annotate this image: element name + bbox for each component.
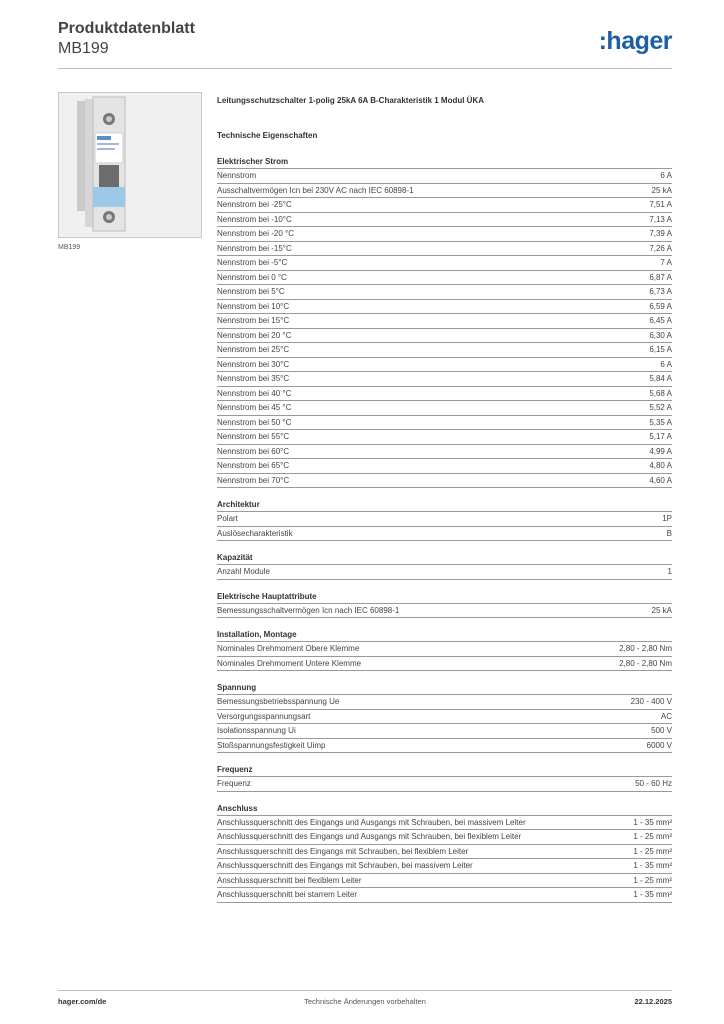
spec-label: Anschlussquerschnitt bei starrem Leiter (217, 890, 358, 900)
spec-label: Polart (217, 514, 238, 524)
spec-value: 4,60 A (649, 475, 672, 485)
page-footer (58, 997, 672, 1009)
section-title: Kapazität (217, 552, 672, 565)
spec-row (217, 816, 672, 831)
spec-label: Bemessungsbetriebsspannung Ue (217, 697, 340, 707)
spec-value: 4,80 A (649, 461, 672, 471)
spec-row (217, 459, 672, 474)
spec-row (217, 314, 672, 329)
document-title: Produktdatenblatt (58, 20, 195, 37)
spec-label: Nennstrom bei -20 °C (217, 229, 295, 239)
spec-label: Nennstrom bei 60°C (217, 446, 290, 456)
spec-section (217, 682, 672, 753)
spec-value: 7,51 A (649, 200, 672, 210)
footer-disclaimer: Technische Änderungen vorbehalten (304, 997, 426, 1006)
spec-row (217, 845, 672, 860)
spec-label: Anzahl Module (217, 567, 270, 577)
spec-value: 50 - 60 Hz (635, 779, 672, 789)
spec-row (217, 329, 672, 344)
spec-value: 6 A (660, 359, 672, 369)
spec-value: 7,39 A (649, 229, 672, 239)
spec-label: Nennstrom bei 45 °C (217, 403, 292, 413)
page-header (58, 20, 672, 69)
spec-label: Nennstrom bei 20 °C (217, 330, 292, 340)
spec-section (217, 803, 672, 903)
spec-row (217, 445, 672, 460)
spec-label: Nennstrom bei -15°C (217, 243, 292, 253)
spec-label: Auslösecharakteristik (217, 528, 293, 538)
product-name: Leitungsschutzschalter 1-polig 25kA 6A B-Charakteristik 1 Modul ÜKA (217, 96, 485, 105)
spec-row (217, 184, 672, 199)
spec-row (217, 401, 672, 416)
spec-row (217, 300, 672, 315)
spec-row (217, 739, 672, 754)
spec-label: Nennstrom bei 0 °C (217, 272, 287, 282)
spec-row (217, 169, 672, 184)
spec-label: Nennstrom bei 5°C (217, 287, 285, 297)
spec-label: Nennstrom bei -10°C (217, 214, 292, 224)
spec-row (217, 430, 672, 445)
spec-value: 1 (667, 567, 672, 577)
section-title: Spannung (217, 682, 672, 695)
spec-row (217, 358, 672, 373)
spec-row (217, 227, 672, 242)
spec-row (217, 387, 672, 402)
hager-logo: :hager (598, 27, 672, 55)
spec-row (217, 256, 672, 271)
spec-row (217, 474, 672, 489)
spec-value: 5,68 A (649, 388, 672, 398)
spec-row (217, 565, 672, 580)
spec-value: 1 - 25 mm² (633, 832, 672, 842)
spec-value: 500 V (651, 726, 672, 736)
spec-value: 25 kA (651, 185, 672, 195)
spec-label: Anschlussquerschnitt des Eingangs und Ausgangs mit Schrauben, bei massivem Leiter (217, 817, 526, 827)
spec-row (217, 416, 672, 431)
spec-label: Nennstrom bei -5°C (217, 258, 288, 268)
spec-row (217, 198, 672, 213)
spec-label: Nennstrom bei 35°C (217, 374, 290, 384)
spec-section (217, 629, 672, 671)
spec-row (217, 604, 672, 619)
spec-value: 5,52 A (649, 403, 672, 413)
spec-label: Nominales Drehmoment Untere Klemme (217, 658, 362, 668)
spec-label: Bemessungsschaltvermögen Icn nach IEC 60898-1 (217, 605, 400, 615)
spec-label: Nennstrom (217, 171, 257, 181)
spec-value: 1P (662, 514, 672, 524)
spec-value: 6000 V (646, 740, 672, 750)
circuit-breaker-illustration (59, 93, 201, 237)
spec-value: 230 - 400 V (630, 697, 672, 707)
spec-content (217, 96, 672, 903)
spec-row (217, 285, 672, 300)
spec-value: 1 - 35 mm² (633, 861, 672, 871)
spec-label: Nominales Drehmoment Obere Klemme (217, 644, 360, 654)
spec-row (217, 213, 672, 228)
spec-row (217, 527, 672, 542)
spec-row (217, 271, 672, 286)
spec-value: 5,17 A (649, 432, 672, 442)
spec-value: 1 - 25 mm² (633, 875, 672, 885)
spec-row (217, 642, 672, 657)
spec-label: Anschlussquerschnitt des Eingangs und Ausgangs mit Schrauben, bei flexiblem Leiter (217, 832, 522, 842)
image-caption: MB199 (58, 244, 81, 251)
spec-row (217, 242, 672, 257)
spec-label: Nennstrom bei -25°C (217, 200, 292, 210)
spec-row (217, 874, 672, 889)
spec-label: Frequenz (217, 779, 251, 789)
spec-label: Nennstrom bei 10°C (217, 301, 290, 311)
spec-row (217, 777, 672, 792)
spec-value: 5,35 A (649, 417, 672, 427)
spec-row (217, 657, 672, 672)
footer-website-link[interactable]: hager.com/de (58, 997, 107, 1006)
spec-section (217, 499, 672, 541)
footer-date: 22.12.2025 (634, 997, 672, 1006)
spec-value: 2,80 - 2,80 Nm (619, 658, 672, 668)
section-title: Elektrischer Strom (217, 156, 672, 169)
header-divider (58, 68, 672, 69)
spec-row (217, 830, 672, 845)
spec-label: Anschlussquerschnitt bei flexiblem Leiter (217, 875, 362, 885)
spec-section (217, 156, 672, 488)
spec-value: 7,13 A (649, 214, 672, 224)
spec-row (217, 372, 672, 387)
spec-label: Anschlussquerschnitt des Eingangs mit Schrauben, bei flexiblem Leiter (217, 846, 469, 856)
spec-value: 7,26 A (649, 243, 672, 253)
spec-value: 1 - 35 mm² (633, 817, 672, 827)
spec-row (217, 888, 672, 903)
spec-row (217, 859, 672, 874)
spec-value: B (666, 528, 672, 538)
spec-section (217, 591, 672, 619)
spec-row (217, 695, 672, 710)
spec-section (217, 764, 672, 792)
spec-value: 6,73 A (649, 287, 672, 297)
section-title: Frequenz (217, 764, 672, 777)
technical-properties-heading: Technische Eigenschaften (217, 131, 318, 140)
spec-label: Nennstrom bei 40 °C (217, 388, 292, 398)
spec-label: Isolationsspannung Ui (217, 726, 296, 736)
spec-label: Nennstrom bei 30°C (217, 359, 290, 369)
section-title: Anschluss (217, 803, 672, 816)
footer-divider (58, 990, 672, 991)
spec-label: Stoßspannungsfestigkeit Uimp (217, 740, 326, 750)
spec-label: Anschlussquerschnitt des Eingangs mit Schrauben, bei massivem Leiter (217, 861, 473, 871)
spec-row (217, 343, 672, 358)
spec-value: 25 kA (651, 605, 672, 615)
spec-value: 6,59 A (649, 301, 672, 311)
spec-sections (217, 156, 672, 903)
spec-value: 6 A (660, 171, 672, 181)
spec-label: Nennstrom bei 15°C (217, 316, 290, 326)
spec-value: 2,80 - 2,80 Nm (619, 644, 672, 654)
spec-label: Nennstrom bei 50 °C (217, 417, 292, 427)
spec-section (217, 552, 672, 580)
spec-label: Versorgungsspannungsart (217, 711, 311, 721)
section-title: Elektrische Hauptattribute (217, 591, 672, 604)
spec-label: Nennstrom bei 65°C (217, 461, 290, 471)
spec-value: 1 - 35 mm² (633, 890, 672, 900)
spec-value: 4,99 A (649, 446, 672, 456)
spec-label: Nennstrom bei 25°C (217, 345, 290, 355)
spec-value: 5,84 A (649, 374, 672, 384)
spec-value: 6,87 A (649, 272, 672, 282)
product-image (58, 92, 202, 238)
spec-value: 6,15 A (649, 345, 672, 355)
spec-row (217, 724, 672, 739)
spec-row (217, 512, 672, 527)
document-subtitle: MB199 (58, 40, 109, 57)
spec-row (217, 710, 672, 725)
section-title: Installation, Montage (217, 629, 672, 642)
spec-label: Nennstrom bei 70°C (217, 475, 290, 485)
spec-label: Nennstrom bei 55°C (217, 432, 290, 442)
spec-label: Ausschaltvermögen Icn bei 230V AC nach IEC 60898-1 (217, 185, 414, 195)
spec-value: 7 A (660, 258, 672, 268)
spec-value: AC (660, 711, 672, 721)
spec-value: 6,30 A (649, 330, 672, 340)
section-title: Architektur (217, 499, 672, 512)
spec-value: 1 - 25 mm² (633, 846, 672, 856)
spec-value: 6,45 A (649, 316, 672, 326)
